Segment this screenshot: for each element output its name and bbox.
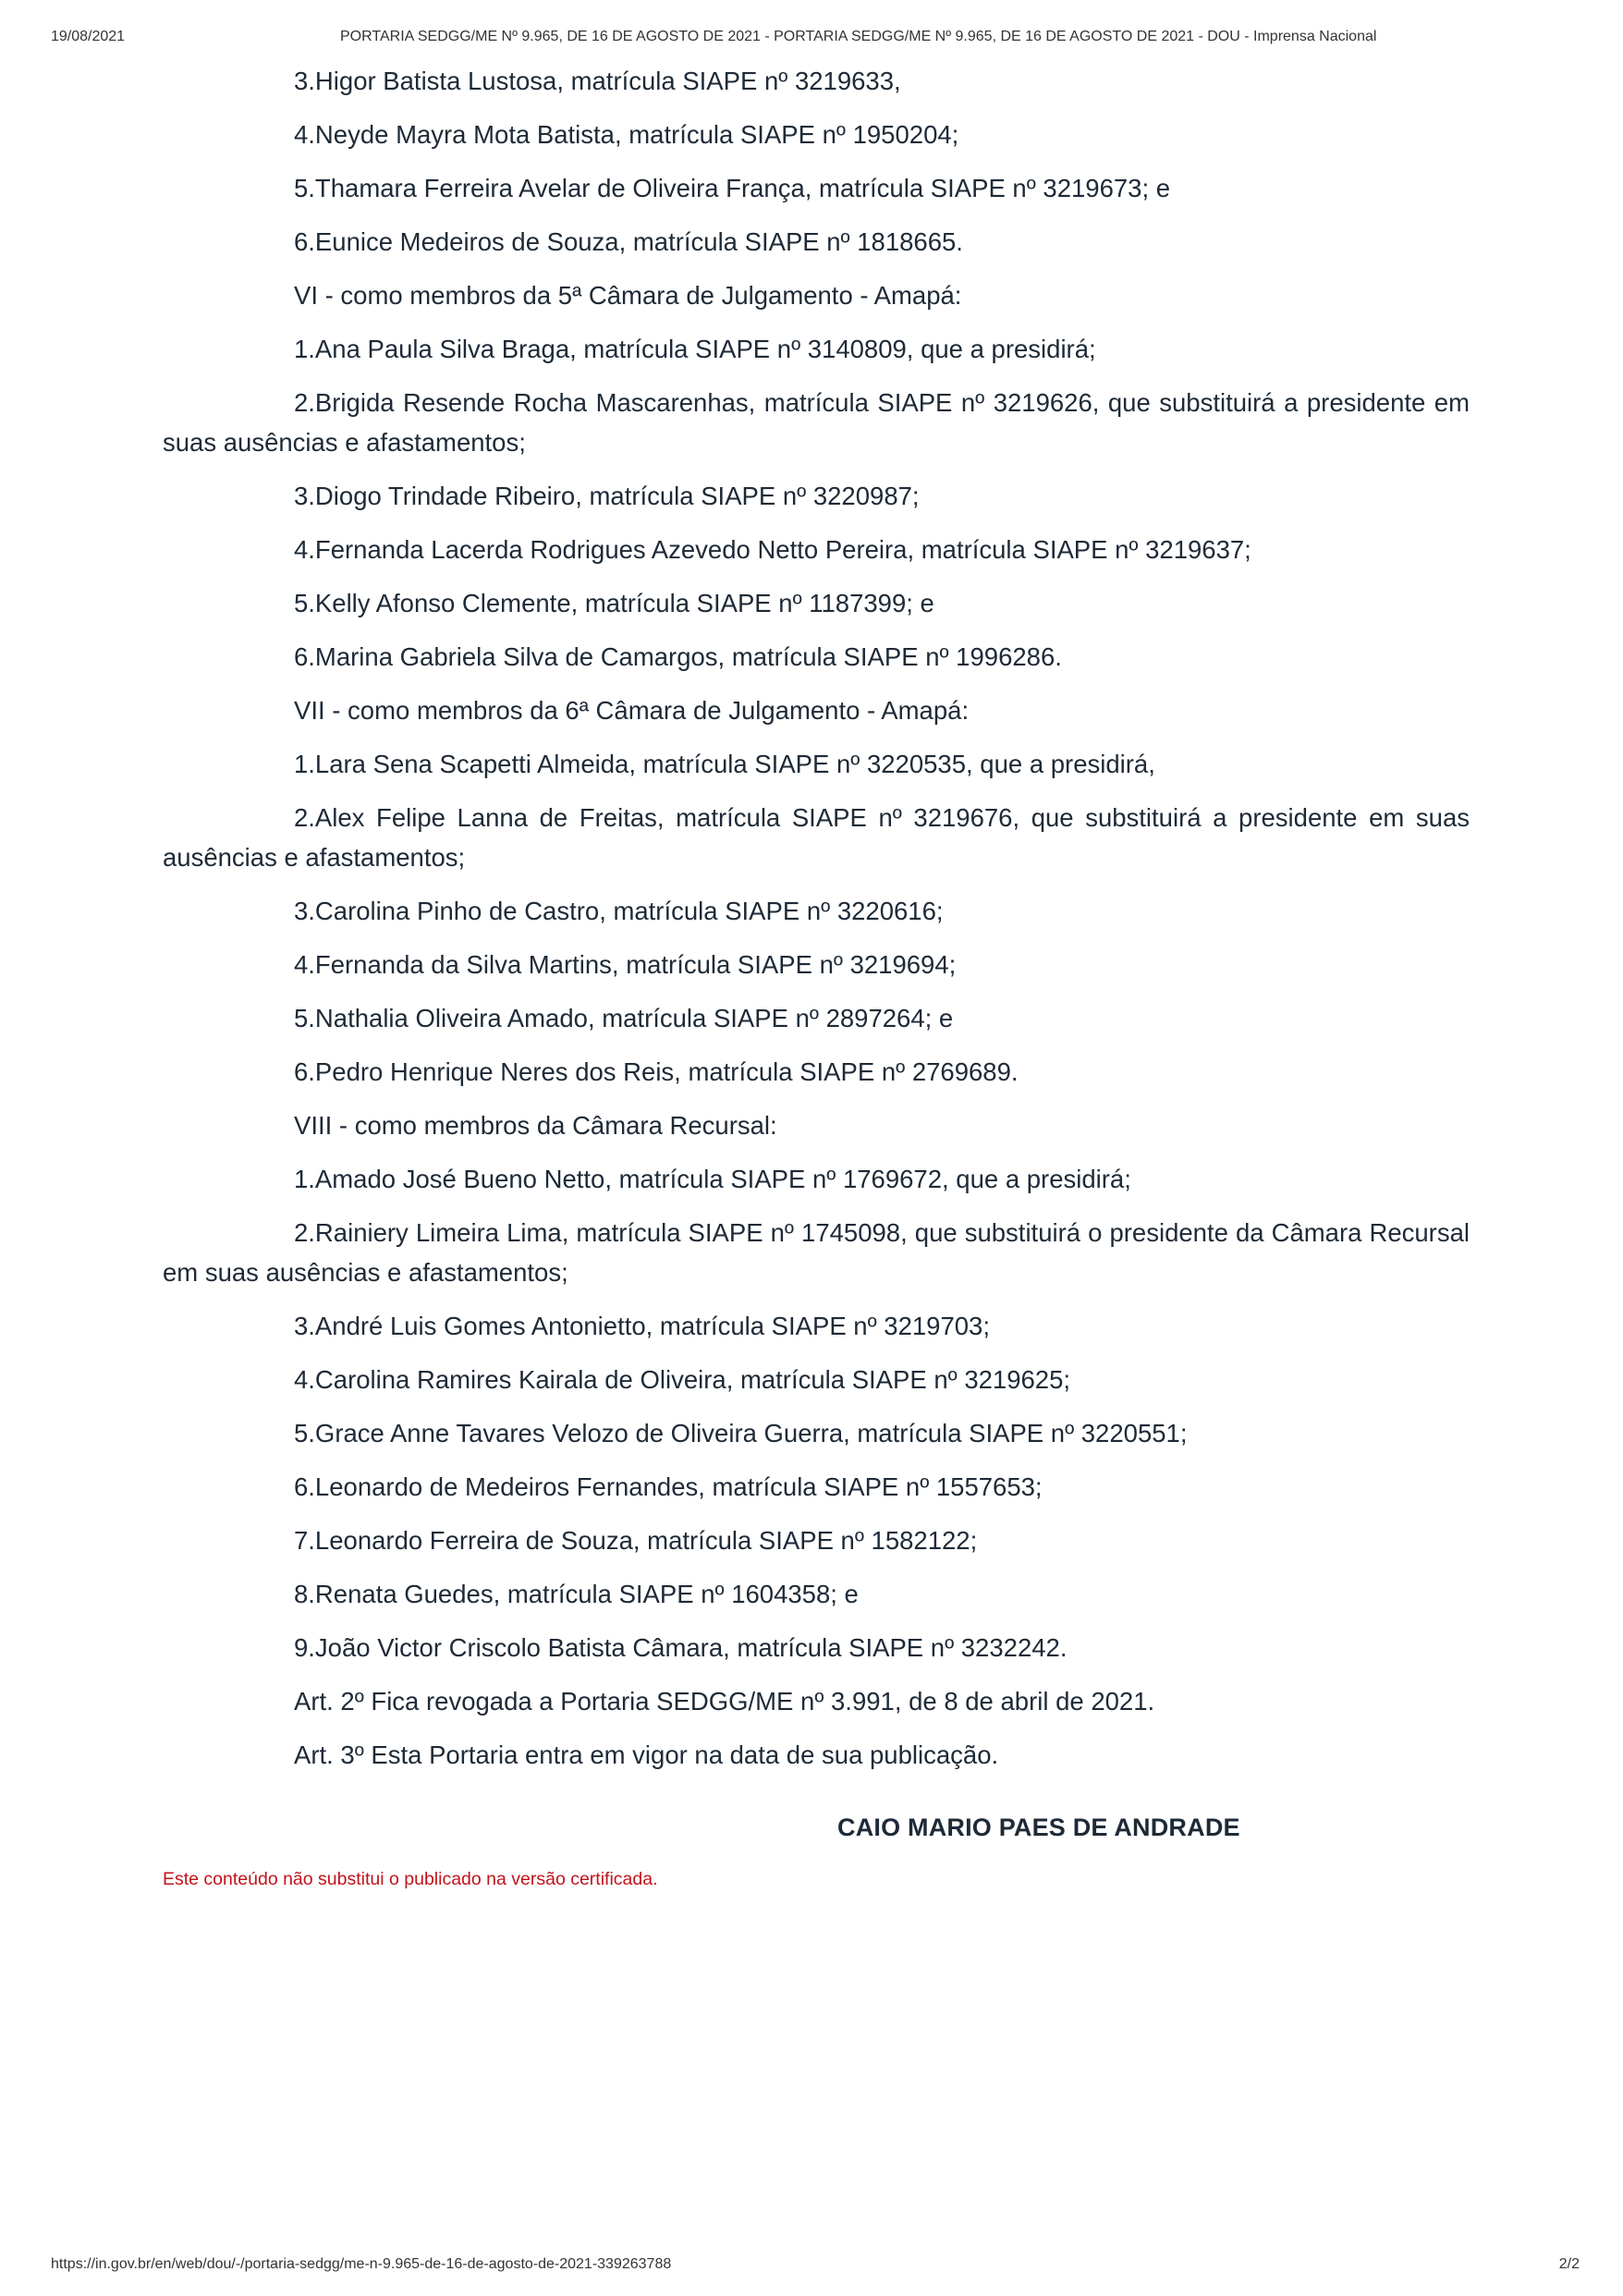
paragraph: 4.Neyde Mayra Mota Batista, matrícula SIAPE nº 1950204;: [294, 120, 959, 149]
paragraph: 3.Carolina Pinho de Castro, matrícula SIAPE nº 3220616;: [294, 897, 944, 925]
paragraph: 8.Renata Guedes, matrícula SIAPE nº 1604358; e: [294, 1580, 859, 1608]
page-number: 2/2: [1558, 2256, 1580, 2272]
paragraph: 2.Alex Felipe Lanna de Freitas, matrícula SIAPE nº 3219676, que substituirá a presidente em suas ausências e afastamentos;: [163, 803, 1470, 872]
article-paragraph: Art. 2º Fica revogada a Portaria SEDGG/ME nº 3.991, de 8 de abril de 2021.: [294, 1687, 1155, 1716]
paragraph: 1.Ana Paula Silva Braga, matrícula SIAPE nº 3140809, que a presidirá;: [294, 335, 1096, 363]
print-header-title: PORTARIA SEDGG/ME Nº 9.965, DE 16 DE AGOSTO DE 2021 - PORTARIA SEDGG/ME Nº 9.965, DE 16 DE AGOSTO DE 2021 - DOU - Imprensa Nacional: [340, 29, 1377, 44]
section-heading: VII - como membros da 6ª Câmara de Julgamento - Amapá:: [294, 696, 970, 725]
signature-name: CAIO MARIO PAES DE ANDRADE: [837, 1814, 1240, 1841]
paragraph: 5.Thamara Ferreira Avelar de Oliveira França, matrícula SIAPE nº 3219673; e: [294, 174, 1171, 202]
paragraph: 7.Leonardo Ferreira de Souza, matrícula SIAPE nº 1582122;: [294, 1526, 978, 1555]
paragraph: 2.Brigida Resende Rocha Mascarenhas, matrícula SIAPE nº 3219626, que substituirá a presidente em suas ausências e afastamentos;: [163, 388, 1470, 457]
paragraph: 1.Lara Sena Scapetti Almeida, matrícula SIAPE nº 3220535, que a presidirá,: [294, 750, 1155, 778]
paragraph: 2.Rainiery Limeira Lima, matrícula SIAPE nº 1745098, que substituirá o presidente da Câmara Recursal em suas ausências e afastamentos;: [163, 1218, 1470, 1287]
paragraph: 3.Diogo Trindade Ribeiro, matrícula SIAPE nº 3220987;: [294, 482, 920, 510]
paragraph: 3.Higor Batista Lustosa, matrícula SIAPE nº 3219633,: [294, 67, 901, 95]
print-date: 19/08/2021: [51, 29, 126, 44]
paragraph: 6.Leonardo de Medeiros Fernandes, matrícula SIAPE nº 1557653;: [294, 1472, 1043, 1501]
paragraph: 6.Eunice Medeiros de Souza, matrícula SIAPE nº 1818665.: [294, 227, 963, 256]
paragraph: 1.Amado José Bueno Netto, matrícula SIAPE nº 1769672, que a presidirá;: [294, 1165, 1131, 1193]
disclaimer-notice: Este conteúdo não substitui o publicado na versão certificada.: [163, 1869, 658, 1889]
paragraph: 5.Nathalia Oliveira Amado, matrícula SIAPE nº 2897264; e: [294, 1004, 954, 1032]
article-paragraph: Art. 3º Esta Portaria entra em vigor na data de sua publicação.: [294, 1740, 999, 1769]
section-heading: VI - como membros da 5ª Câmara de Julgamento - Amapá:: [294, 281, 962, 310]
paragraph: 6.Pedro Henrique Neres dos Reis, matrícula SIAPE nº 2769689.: [294, 1057, 1019, 1086]
section-heading: VIII - como membros da Câmara Recursal:: [294, 1111, 777, 1140]
print-footer-url: https://in.gov.br/en/web/dou/-/portaria-sedgg/me-n-9.965-de-16-de-agosto-de-2021-339263788: [51, 2256, 672, 2272]
paragraph: 9.João Victor Criscolo Batista Câmara, matrícula SIAPE nº 3232242.: [294, 1633, 1068, 1662]
paragraph: 4.Fernanda Lacerda Rodrigues Azevedo Netto Pereira, matrícula SIAPE nº 3219637;: [294, 535, 1251, 564]
document-body: [163, 61, 1470, 1789]
paragraph: 4.Fernanda da Silva Martins, matrícula SIAPE nº 3219694;: [294, 950, 957, 979]
paragraph: 4.Carolina Ramires Kairala de Oliveira, matrícula SIAPE nº 3219625;: [294, 1365, 1071, 1394]
paragraph: 5.Grace Anne Tavares Velozo de Oliveira Guerra, matrícula SIAPE nº 3220551;: [294, 1419, 1188, 1447]
paragraph: 6.Marina Gabriela Silva de Camargos, matrícula SIAPE nº 1996286.: [294, 642, 1062, 671]
paragraph: 5.Kelly Afonso Clemente, matrícula SIAPE nº 1187399; e: [294, 589, 934, 617]
paragraph: 3.André Luis Gomes Antonietto, matrícula SIAPE nº 3219703;: [294, 1312, 990, 1340]
